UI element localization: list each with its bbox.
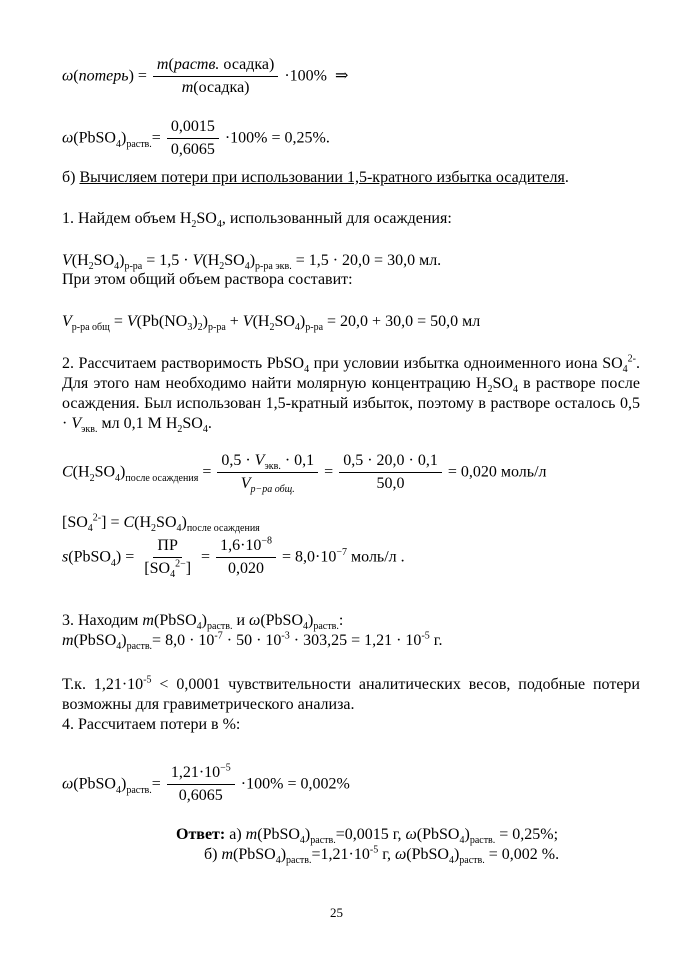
- step4-title: 4. Рассчитаем потери в %:: [62, 716, 241, 733]
- answer-line1: Ответ: а) $m(PbSO_4)_{раств.}=0,0015$ г, $\omega(PbSO_4)_{раств.} = 0,25\%$;: [176, 826, 559, 847]
- section-b-heading: б) Вычисляем потери при использовании 1,5-кратного избытка осадителя.: [62, 169, 569, 186]
- step1-eq1: $V(H_2SO_4)_{р-ра} = 1,5 \cdot V(H_2SO_4)_{р-ра экв.} = 1,5 \cdot 20,0 = 30,0$ мл.: [62, 252, 442, 273]
- step4-eq: $\omega(PbSO_4)_{раств.}=$ $\frac{1,21\cdot 10^{-5}}{0,6065}$ ·100% = 0,002%: [62, 762, 350, 805]
- solubility-eq: s(PbSO$_4$) = $\frac{ПР}{[SO_4^{2-}]}$ = $\frac{1,6\cdot 10^{-8}}{0,020}$ = $8,0\cdot 10^{-7}$ моль/л .: [62, 535, 405, 581]
- step1-eq2: $V_{р-ра общ} = V(Pb(NO_3)_2)_{р-ра} + V(H_2SO_4)_{р-ра} = 20,0 + 30,0 = 50,0$ мл: [62, 313, 481, 334]
- step1-title: 1. Найдем объем $H_2SO_4$, использованный для осаждения:: [62, 210, 452, 231]
- answer-line2: б) $m(PbSO_4)_{раств.}=1,21\cdot 10^{-5}$ г, $\omega(PbSO_4)_{раств.} = 0,002$ %.: [204, 844, 560, 867]
- formula-loss: ω(потерь) = $\frac{\text{m(раств. осадка)}}{\text{m(осадка)}}$ ·100% ⇒: [62, 56, 349, 97]
- so4-eq: $[SO_4^{2-}] = C(H_2SO_4)_{после осаждения}$: [62, 512, 260, 535]
- calc-a: $\omega(PbSO_4)_{раств.}=$ $\frac{0,0015}{0,6065}$ ·100% = 0,25%.: [62, 118, 330, 159]
- step3-eq: $m(PbSO_4)_{раств.}= 8,0 \cdot 10^{-7} \cdot 50 \cdot 10^{-3} \cdot 303,25 = 1,21 \cdot 10^{-5}$ г.: [62, 630, 443, 653]
- step2-paragraph: 2. Рассчитаем растворимость PbSO$_4$ при условии избытка одноименного иона $SO_4^{2-}$. Для этого нам необходимо найти молярную концентрацию $H_2SO_4$ в растворе после осаждения. Был использован 1,5-кратный избыток, поэтому в растворе осталось $0,5 \cdot V_{экв.}$ мл 0,1 М $H_2SO_4$.: [62, 353, 640, 436]
- step3-title: 3. Находим $m(PbSO_4)_{раств.}$ и $\omega(PbSO_4)_{раств.}$:: [62, 612, 344, 633]
- step1-text: При этом общий объем раствора составит:: [62, 271, 353, 288]
- concentration-eq: $C(H_2SO_4)_{после осаждения}$ = $\frac{0,5 \cdot V_{экв.} \cdot 0,1}{V_{р-ра общ.}}$ = $\frac{0,5 \cdot 20,0 \cdot 0,1}{50,0}$ = 0,020 моль/л: [62, 452, 547, 496]
- page-number: 25: [330, 905, 343, 920]
- step3-paragraph: Т.к. $1,21\cdot 10^{-5} < 0,0001$ чувствительности аналитических весов, подобные потери возможны для гравиметрического анализа.: [62, 674, 640, 713]
